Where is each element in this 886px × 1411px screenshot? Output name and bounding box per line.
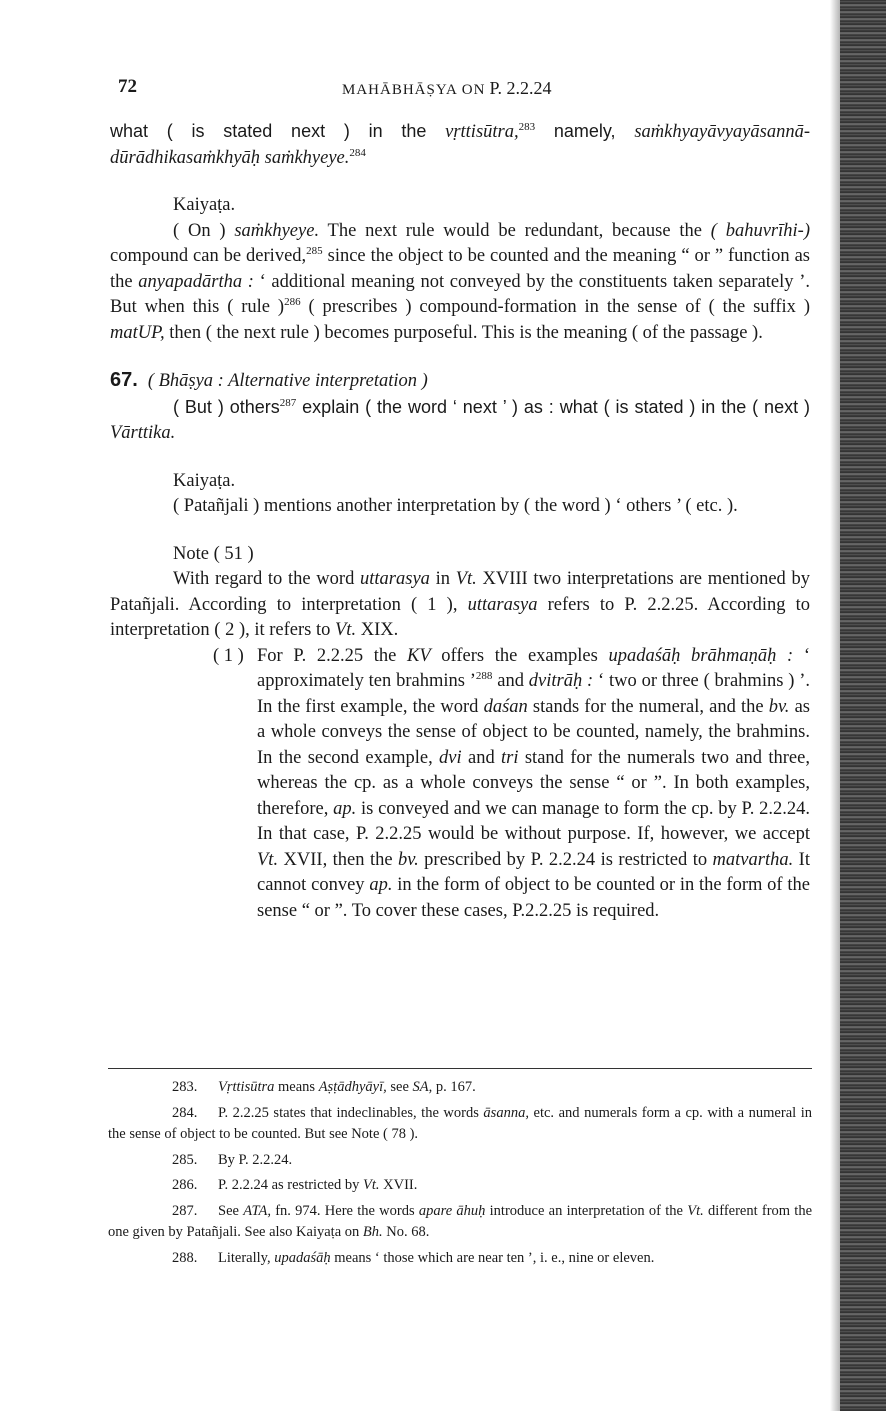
footnote-number: 287. xyxy=(172,1202,198,1219)
text-run: explain ( the word ‘ next ’ ) as : what ( is stated ) in the ( next ) xyxy=(296,396,810,417)
term: saṁkhyeye. xyxy=(234,220,320,241)
item-text xyxy=(257,644,810,925)
text-run: It cannot convey xyxy=(257,849,810,895)
text-run: introduce an interpretation of the xyxy=(485,1202,688,1219)
term: anyapadārtha : xyxy=(138,271,254,292)
text-run: and xyxy=(492,671,529,691)
text-run: fn. 974. Here the words xyxy=(270,1202,419,1219)
footnote-number: 285. xyxy=(172,1151,198,1168)
text-run: ‘ approximately ten brahmins ’ xyxy=(257,645,810,691)
term: ( bahuvrīhi-) xyxy=(710,220,810,241)
term: upadaśāḥ brāhmaṇāḥ : xyxy=(608,645,794,666)
footnote-ref: 286 xyxy=(284,295,301,308)
term: matvartha. xyxy=(712,849,794,870)
text-run: stand for the numerals two and three, whereas the cp. as a whole conveys the sense “ or ”. In both examples, therefore, xyxy=(257,747,810,819)
term: uttarasya xyxy=(467,594,538,615)
section-title: ( Bhāṣya : Alternative interpretation ) xyxy=(147,371,428,391)
text-run: XVII. xyxy=(379,1177,418,1193)
item-number: ( 1 ) xyxy=(213,645,244,666)
footnote-ref: 284 xyxy=(349,146,366,159)
footnote-ref: 285 xyxy=(306,244,323,257)
footnote-ref: 283 xyxy=(518,120,536,133)
term: ATA, xyxy=(243,1202,271,1219)
footnote-284 xyxy=(108,1103,812,1146)
term: dvitrāḥ : xyxy=(528,671,594,691)
book-spine-shadow xyxy=(840,0,886,1411)
footnote-ref: 287 xyxy=(279,396,297,409)
term: ap. xyxy=(333,798,357,819)
footnote-number: 288. xyxy=(172,1249,198,1266)
text-run: different from the one given by Patañjali. See also Kaiyaṭa on xyxy=(108,1202,813,1240)
text-run: offers the examples xyxy=(430,645,609,666)
text-run: etc. and numerals form a cp. with a numeral in the sense of object to be counted. But see Note ( 78 ). xyxy=(108,1104,812,1142)
footnote-288 xyxy=(108,1248,812,1270)
footnote-number: 283. xyxy=(172,1079,198,1095)
text-run: ‘ two or three ( brahmins ) ’. In the first example, the word xyxy=(257,671,810,717)
term: Aṣṭādhyāyī, xyxy=(318,1079,387,1095)
text-run: ( But ) others xyxy=(173,396,280,417)
term: KV xyxy=(406,645,431,666)
term: Vt. xyxy=(257,849,279,870)
term: Vt. xyxy=(335,620,357,640)
text-run: see xyxy=(386,1079,413,1095)
text-run: p. 167. xyxy=(432,1079,476,1095)
text-run: what ( is stated next ) in the xyxy=(110,121,446,141)
bhasya-paragraph xyxy=(110,395,810,447)
term: bv. xyxy=(768,696,790,717)
text-run: ( On ) xyxy=(173,220,235,241)
term: bv. xyxy=(398,849,419,870)
text-run: means xyxy=(274,1079,319,1095)
kaiyata-paragraph: ( Patañjali ) mentions another interpretation by ( the word ) ‘ others ’ ( etc. ). xyxy=(173,496,738,516)
text-run: stands for the numeral, and the xyxy=(527,696,769,717)
term: daśan xyxy=(483,696,528,717)
text-run: ( prescribes ) compound-formation in the sense of ( the suffix ) xyxy=(300,297,810,317)
text-run: ‘ additional meaning not conveyed by the constituents taken separately ’. But when this ( rule ) xyxy=(110,271,810,317)
text-run: No. 68. xyxy=(382,1224,430,1240)
section-number: 67. xyxy=(110,369,138,391)
term: tri xyxy=(501,747,519,768)
kaiyata-label: Kaiyaṭa. xyxy=(173,195,236,215)
footnote-286 xyxy=(108,1175,812,1197)
running-head-ref: P. 2.2.24 xyxy=(489,78,552,98)
term: Vt. xyxy=(362,1177,380,1193)
text-run: since the object to be counted and the meaning “ or ” function as the xyxy=(110,246,810,292)
footnote-number: 284. xyxy=(172,1104,198,1121)
text-run: By P. 2.2.24. xyxy=(218,1151,293,1168)
main-text xyxy=(110,119,810,924)
running-head-title: MAHĀBHĀṢYA ON xyxy=(342,82,486,98)
kaiyata-paragraph xyxy=(110,219,810,347)
term: uttarasya xyxy=(360,569,430,589)
text-run: P. 2.2.24 as restricted by xyxy=(218,1177,363,1193)
footnote-divider xyxy=(108,1068,812,1069)
numbered-item xyxy=(110,644,810,925)
text-run: P. 2.2.25 states that indeclinables, the words xyxy=(218,1104,484,1121)
text-run: means ‘ those which are near ten ’, i. e., nine or eleven. xyxy=(330,1249,655,1266)
text-run: as a whole conveys the sense of object to be counted, namely, the brahmins. In the second example, xyxy=(257,696,810,768)
term: SA, xyxy=(412,1079,433,1095)
text-run: XVII, then the xyxy=(278,849,398,870)
term: Vṛttisūtra xyxy=(218,1079,275,1095)
term: saṁkhyayāvyayāsannā-dūrādhikasaṁkhyāḥ saṁkhyeye. xyxy=(110,122,810,168)
term: Bh. xyxy=(362,1224,383,1240)
note-label: Note ( 51 ) xyxy=(173,543,254,564)
term: Vārttika. xyxy=(110,423,176,443)
text-run: prescribed by P. 2.2.24 is restricted to xyxy=(418,849,713,870)
page-number: 72 xyxy=(118,76,137,97)
footnote-number: 286. xyxy=(172,1177,198,1193)
text-run: XIX. xyxy=(356,620,399,640)
term: vṛttisūtra, xyxy=(445,122,519,142)
note-paragraph xyxy=(110,567,810,644)
term: upadaśāḥ xyxy=(274,1249,331,1266)
footnote-285 xyxy=(108,1150,812,1172)
section-heading xyxy=(110,368,810,395)
text-run: and xyxy=(461,747,502,768)
term: apare āhuḥ xyxy=(418,1202,486,1219)
kaiyata-label: Kaiyaṭa. xyxy=(173,470,236,491)
text-run: in xyxy=(429,569,456,589)
text-run: With regard to the word xyxy=(173,569,361,589)
text-run: in the form of object to be counted or in the form of the sense “ or ”. To cover these cases, P.2.2.25 is required. xyxy=(257,875,810,921)
text-run: See xyxy=(218,1202,244,1219)
text-run: is conveyed and we can manage to form the cp. by P. 2.2.24. In that case, P. 2.2.25 would be without purpose. If, however, we accept xyxy=(257,798,810,844)
text-run: refers to P. 2.2.25. According to interpretation ( 2 ), it refers to xyxy=(110,594,810,640)
footnote-ref: 288 xyxy=(475,669,493,682)
text-run: Literally, xyxy=(218,1249,275,1266)
footnote-287 xyxy=(108,1201,812,1244)
text-run: For P. 2.2.25 the xyxy=(257,645,407,666)
term: ap. xyxy=(369,875,393,895)
term: āsanna, xyxy=(483,1104,529,1121)
term: Vt. xyxy=(687,1202,704,1219)
running-head xyxy=(342,78,551,99)
term: matUP, xyxy=(110,322,165,343)
page-header xyxy=(110,76,810,102)
footnotes xyxy=(108,1077,812,1273)
text-run: then ( the next rule ) becomes purposeful. This is the meaning ( of the passage ). xyxy=(164,322,763,343)
continued-paragraph xyxy=(110,119,810,171)
text-run: The next rule would be redundant, because the xyxy=(319,220,711,241)
footnote-283 xyxy=(108,1077,812,1099)
text-run: namely, xyxy=(535,121,635,141)
term: dvi xyxy=(439,747,462,768)
text-run: XVIII two interpretations are mentioned by Patañjali. According to interpretation ( 1 ), xyxy=(110,569,810,615)
text-run: compound can be derived, xyxy=(110,246,307,266)
term: Vt. xyxy=(455,569,477,589)
